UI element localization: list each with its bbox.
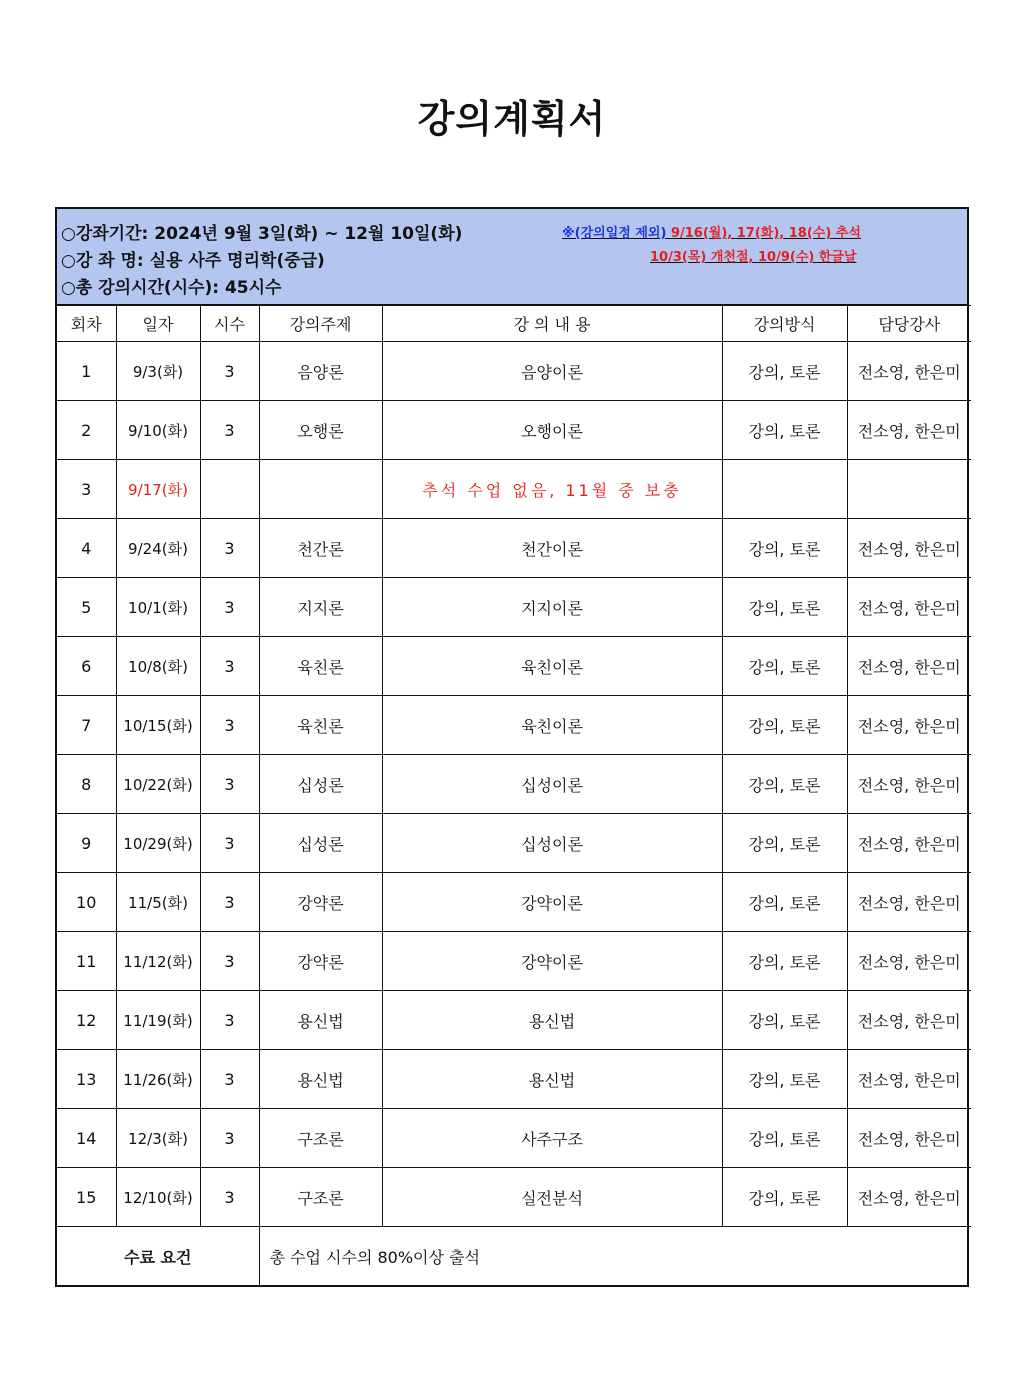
session-topic: 십성론 — [259, 755, 382, 814]
table-row — [57, 342, 971, 401]
session-date: 9/3(화) — [116, 342, 200, 401]
session-instructor: 전소영, 한은미 — [847, 932, 971, 991]
session-instructor: 전소영, 한은미 — [847, 696, 971, 755]
session-number: 8 — [57, 755, 116, 814]
session-content: 십성이론 — [382, 814, 722, 873]
session-number: 12 — [57, 991, 116, 1050]
schedule-table — [57, 305, 971, 1285]
session-content: 강약이론 — [382, 873, 722, 932]
session-hours: 3 — [200, 932, 259, 991]
session-method: 강의, 토론 — [722, 1109, 847, 1168]
session-date: 11/12(화) — [116, 932, 200, 991]
session-number: 6 — [57, 637, 116, 696]
session-date: 11/5(화) — [116, 873, 200, 932]
header-content: 강 의 내 용 — [382, 306, 722, 342]
table-row — [57, 814, 971, 873]
session-content: 용신법 — [382, 991, 722, 1050]
session-date: 9/17(화) — [116, 460, 200, 519]
session-method: 강의, 토론 — [722, 991, 847, 1050]
session-hours: 3 — [200, 1109, 259, 1168]
session-date: 10/15(화) — [116, 696, 200, 755]
session-method: 강의, 토론 — [722, 401, 847, 460]
session-date: 12/10(화) — [116, 1168, 200, 1227]
session-method: 강의, 토론 — [722, 1050, 847, 1109]
session-topic: 용신법 — [259, 1050, 382, 1109]
header-date: 일자 — [116, 306, 200, 342]
session-topic: 육친론 — [259, 696, 382, 755]
session-instructor: 전소영, 한은미 — [847, 637, 971, 696]
session-content: 사주구조 — [382, 1109, 722, 1168]
session-instructor: 전소영, 한은미 — [847, 814, 971, 873]
session-date: 10/22(화) — [116, 755, 200, 814]
session-number: 10 — [57, 873, 116, 932]
session-hours: 3 — [200, 696, 259, 755]
session-number: 7 — [57, 696, 116, 755]
session-topic: 육친론 — [259, 637, 382, 696]
session-topic: 지지론 — [259, 578, 382, 637]
course-info-panel — [57, 209, 967, 305]
table-row — [57, 991, 971, 1050]
session-instructor — [847, 460, 971, 519]
session-hours: 3 — [200, 401, 259, 460]
excluded-dates-label: ※(강의일정 제외) — [562, 226, 667, 241]
table-row-holiday — [57, 460, 971, 519]
session-instructor: 전소영, 한은미 — [847, 1109, 971, 1168]
session-topic — [259, 460, 382, 519]
session-instructor: 전소영, 한은미 — [847, 755, 971, 814]
session-number: 11 — [57, 932, 116, 991]
session-hours: 3 — [200, 519, 259, 578]
session-date: 11/19(화) — [116, 991, 200, 1050]
session-number: 1 — [57, 342, 116, 401]
session-content: 실전분석 — [382, 1168, 722, 1227]
chuseok-dates: 9/16(월), 17(화), 18(수) 추석 — [670, 226, 861, 241]
course-name: ○강 좌 명: 실용 사주 명리학(중급) — [61, 251, 325, 271]
session-instructor: 전소영, 한은미 — [847, 873, 971, 932]
session-topic: 음양론 — [259, 342, 382, 401]
table-row — [57, 1050, 971, 1109]
table-row — [57, 578, 971, 637]
header-topic: 강의주제 — [259, 306, 382, 342]
session-method: 강의, 토론 — [722, 696, 847, 755]
session-hours: 3 — [200, 637, 259, 696]
session-number: 3 — [57, 460, 116, 519]
session-content: 십성이론 — [382, 755, 722, 814]
session-method: 강의, 토론 — [722, 814, 847, 873]
session-content: 음양이론 — [382, 342, 722, 401]
completion-requirement-label: 수료 요건 — [57, 1227, 259, 1286]
session-method: 강의, 토론 — [722, 755, 847, 814]
session-content: 육친이론 — [382, 696, 722, 755]
session-topic: 구조론 — [259, 1109, 382, 1168]
session-number: 15 — [57, 1168, 116, 1227]
page-title: 강의계획서 — [417, 97, 607, 141]
completion-requirement-value: 총 수업 시수의 80%이상 출석 — [259, 1227, 971, 1286]
table-row — [57, 401, 971, 460]
session-method — [722, 460, 847, 519]
session-content: 강약이론 — [382, 932, 722, 991]
session-instructor: 전소영, 한은미 — [847, 342, 971, 401]
table-header-row — [57, 306, 971, 342]
lecture-plan-sheet — [55, 207, 969, 1287]
session-hours: 3 — [200, 991, 259, 1050]
session-number: 5 — [57, 578, 116, 637]
session-method: 강의, 토론 — [722, 578, 847, 637]
session-number: 9 — [57, 814, 116, 873]
session-instructor: 전소영, 한은미 — [847, 1050, 971, 1109]
session-number: 2 — [57, 401, 116, 460]
table-row — [57, 637, 971, 696]
session-topic: 구조론 — [259, 1168, 382, 1227]
table-row — [57, 932, 971, 991]
course-period: ○강좌기간: 2024년 9월 3일(화) ~ 12월 10일(화) — [61, 224, 463, 244]
table-row — [57, 755, 971, 814]
table-row — [57, 696, 971, 755]
session-instructor: 전소영, 한은미 — [847, 1168, 971, 1227]
session-date: 10/8(화) — [116, 637, 200, 696]
session-content: 용신법 — [382, 1050, 722, 1109]
session-method: 강의, 토론 — [722, 519, 847, 578]
session-topic: 용신법 — [259, 991, 382, 1050]
session-content: 천간이론 — [382, 519, 722, 578]
course-total-hours: ○총 강의시간(시수): 45시수 — [61, 278, 282, 298]
session-date: 12/3(화) — [116, 1109, 200, 1168]
session-topic: 십성론 — [259, 814, 382, 873]
session-topic: 천간론 — [259, 519, 382, 578]
session-date: 9/24(화) — [116, 519, 200, 578]
session-method: 강의, 토론 — [722, 1168, 847, 1227]
session-topic: 강약론 — [259, 873, 382, 932]
session-method: 강의, 토론 — [722, 342, 847, 401]
session-method: 강의, 토론 — [722, 873, 847, 932]
session-hours: 3 — [200, 814, 259, 873]
table-row — [57, 1168, 971, 1227]
session-content: 지지이론 — [382, 578, 722, 637]
session-instructor: 전소영, 한은미 — [847, 991, 971, 1050]
session-date: 9/10(화) — [116, 401, 200, 460]
session-date: 10/29(화) — [116, 814, 200, 873]
excluded-dates-note-1 — [562, 222, 861, 241]
session-method: 강의, 토론 — [722, 932, 847, 991]
completion-requirement-row — [57, 1227, 971, 1286]
table-row — [57, 519, 971, 578]
session-instructor: 전소영, 한은미 — [847, 519, 971, 578]
header-instructor: 담당강사 — [847, 306, 971, 342]
session-number: 14 — [57, 1109, 116, 1168]
session-number: 13 — [57, 1050, 116, 1109]
session-date: 10/1(화) — [116, 578, 200, 637]
excluded-dates-note-2 — [650, 246, 857, 265]
header-hours: 시수 — [200, 306, 259, 342]
session-number: 4 — [57, 519, 116, 578]
session-hours: 3 — [200, 578, 259, 637]
header-session: 회차 — [57, 306, 116, 342]
session-date: 11/26(화) — [116, 1050, 200, 1109]
session-hours: 3 — [200, 755, 259, 814]
session-topic: 강약론 — [259, 932, 382, 991]
session-instructor: 전소영, 한은미 — [847, 401, 971, 460]
session-hours: 3 — [200, 1050, 259, 1109]
session-instructor: 전소영, 한은미 — [847, 578, 971, 637]
session-method: 강의, 토론 — [722, 637, 847, 696]
session-topic: 오행론 — [259, 401, 382, 460]
session-content: 오행이론 — [382, 401, 722, 460]
session-hours: 3 — [200, 1168, 259, 1227]
table-row — [57, 1109, 971, 1168]
header-method: 강의방식 — [722, 306, 847, 342]
holiday-dates: 10/3(목) 개천절, 10/9(수) 한글날 — [650, 250, 857, 265]
holiday-notice: 추석 수업 없음, 11월 중 보충 — [382, 460, 722, 519]
session-hours: 3 — [200, 342, 259, 401]
session-hours: 3 — [200, 873, 259, 932]
session-content: 육친이론 — [382, 637, 722, 696]
session-hours — [200, 460, 259, 519]
table-row — [57, 873, 971, 932]
